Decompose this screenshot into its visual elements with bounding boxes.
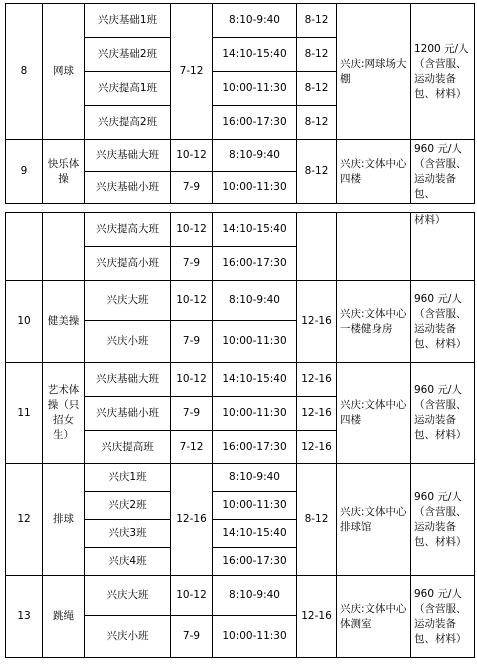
schedule-table-part-1 [5, 3, 475, 204]
fee: 960 元/人（含营服、运动装备包、材料） [411, 281, 475, 363]
time-slot: 14:10-15:40 [213, 520, 297, 548]
date-range: 8-12 [297, 38, 337, 72]
time-slot: 10:00-11:30 [213, 616, 297, 658]
class-name: 兴庆小班 [85, 616, 171, 658]
venue-cont [337, 213, 411, 281]
venue: 兴庆:文体中心四楼 [337, 363, 411, 464]
class-name: 兴庆小班 [85, 321, 171, 363]
class-name: 兴庆基础大班 [85, 140, 171, 172]
date-range: 8-12 [297, 4, 337, 38]
time-slot: 8:10-9:40 [213, 464, 297, 492]
age-range: 10-12 [171, 363, 213, 397]
activity-name: 网球 [43, 4, 85, 140]
class-name: 兴庆提高大班 [85, 213, 171, 247]
class-name: 兴庆提高班 [85, 431, 171, 464]
age-range: 12-16 [171, 464, 213, 576]
date-range: 12-16 [297, 431, 337, 464]
time-slot: 16:00-17:30 [213, 247, 297, 281]
class-name: 兴庆基础小班 [85, 397, 171, 431]
time-slot: 10:00-11:30 [213, 172, 297, 204]
row-number: 11 [6, 363, 43, 464]
fee: 960 元/人（含营服、运动装备包、材料） [411, 363, 475, 464]
time-slot: 8:10-9:40 [213, 4, 297, 38]
row-number: 13 [6, 576, 43, 658]
class-name: 兴庆基础1班 [85, 4, 171, 38]
class-name: 兴庆提高小班 [85, 247, 171, 281]
row-number: 9 [6, 140, 43, 204]
date-range: 8-12 [297, 106, 337, 140]
activity-name: 排球 [43, 464, 85, 576]
class-name: 兴庆基础2班 [85, 38, 171, 72]
age-range: 7-9 [171, 321, 213, 363]
class-name: 兴庆2班 [85, 492, 171, 520]
venue: 兴庆:文体中心一楼健身房 [337, 281, 411, 363]
schedule-table-part-2 [5, 212, 475, 658]
age-range: 10-12 [171, 140, 213, 172]
time-slot: 14:10-15:40 [213, 213, 297, 247]
time-slot: 10:00-11:30 [213, 397, 297, 431]
date-range: 8-12 [297, 72, 337, 106]
date-range: 8-12 [297, 140, 337, 204]
time-slot: 16:00-17:30 [213, 548, 297, 576]
row-number-cont [6, 213, 43, 281]
fee: 1200 元/人（含营服、运动装备包、材料） [411, 4, 475, 140]
fee: 材料） [411, 213, 475, 281]
time-slot: 14:10-15:40 [213, 38, 297, 72]
time-slot: 16:00-17:30 [213, 106, 297, 140]
age-range: 10-12 [171, 213, 213, 247]
age-range: 7-9 [171, 247, 213, 281]
age-range: 10-12 [171, 281, 213, 321]
fee: 960 元/人（含营服、运动装备包、材料） [411, 464, 475, 576]
venue: 兴庆:文体中心四楼 [337, 140, 411, 204]
fee: 960 元/人（含营服、运动装备包、 [411, 140, 475, 204]
time-slot: 8:10-9:40 [213, 576, 297, 616]
venue: 兴庆:文体中心体测室 [337, 576, 411, 658]
age-range: 10-12 [171, 576, 213, 616]
activity-name-cont [43, 213, 85, 281]
age-range: 7-9 [171, 397, 213, 431]
date-range: 12-16 [297, 397, 337, 431]
fee: 960 元/人（含营服、运动装备包、材料） [411, 576, 475, 658]
age-range: 7-12 [171, 4, 213, 140]
class-name: 兴庆提高1班 [85, 72, 171, 106]
venue: 兴庆:文体中心排球馆 [337, 464, 411, 576]
class-name: 兴庆基础小班 [85, 172, 171, 204]
date-range: 12-16 [297, 363, 337, 397]
age-range: 7-12 [171, 431, 213, 464]
class-name: 兴庆大班 [85, 281, 171, 321]
date-range: 12-16 [297, 281, 337, 363]
activity-name: 健美操 [43, 281, 85, 363]
date-range-cont [297, 213, 337, 281]
class-name: 兴庆基础大班 [85, 363, 171, 397]
class-name: 兴庆4班 [85, 548, 171, 576]
time-slot: 8:10-9:40 [213, 281, 297, 321]
row-number: 12 [6, 464, 43, 576]
class-name: 兴庆提高2班 [85, 106, 171, 140]
class-name: 兴庆1班 [85, 464, 171, 492]
activity-name: 艺术体操（只招女生） [43, 363, 85, 464]
activity-name: 跳绳 [43, 576, 85, 658]
time-slot: 16:00-17:30 [213, 431, 297, 464]
activity-name: 快乐体操 [43, 140, 85, 204]
time-slot: 10:00-11:30 [213, 492, 297, 520]
row-number: 8 [6, 4, 43, 140]
age-range: 7-9 [171, 616, 213, 658]
age-range: 7-9 [171, 172, 213, 204]
date-range: 12-16 [297, 576, 337, 658]
time-slot: 14:10-15:40 [213, 363, 297, 397]
class-name: 兴庆3班 [85, 520, 171, 548]
class-name: 兴庆大班 [85, 576, 171, 616]
page-gap [0, 204, 477, 212]
date-range: 8-12 [297, 464, 337, 576]
row-number: 10 [6, 281, 43, 363]
time-slot: 8:10-9:40 [213, 140, 297, 172]
time-slot: 10:00-11:30 [213, 72, 297, 106]
venue: 兴庆:网球场大棚 [337, 4, 411, 140]
time-slot: 10:00-11:30 [213, 321, 297, 363]
